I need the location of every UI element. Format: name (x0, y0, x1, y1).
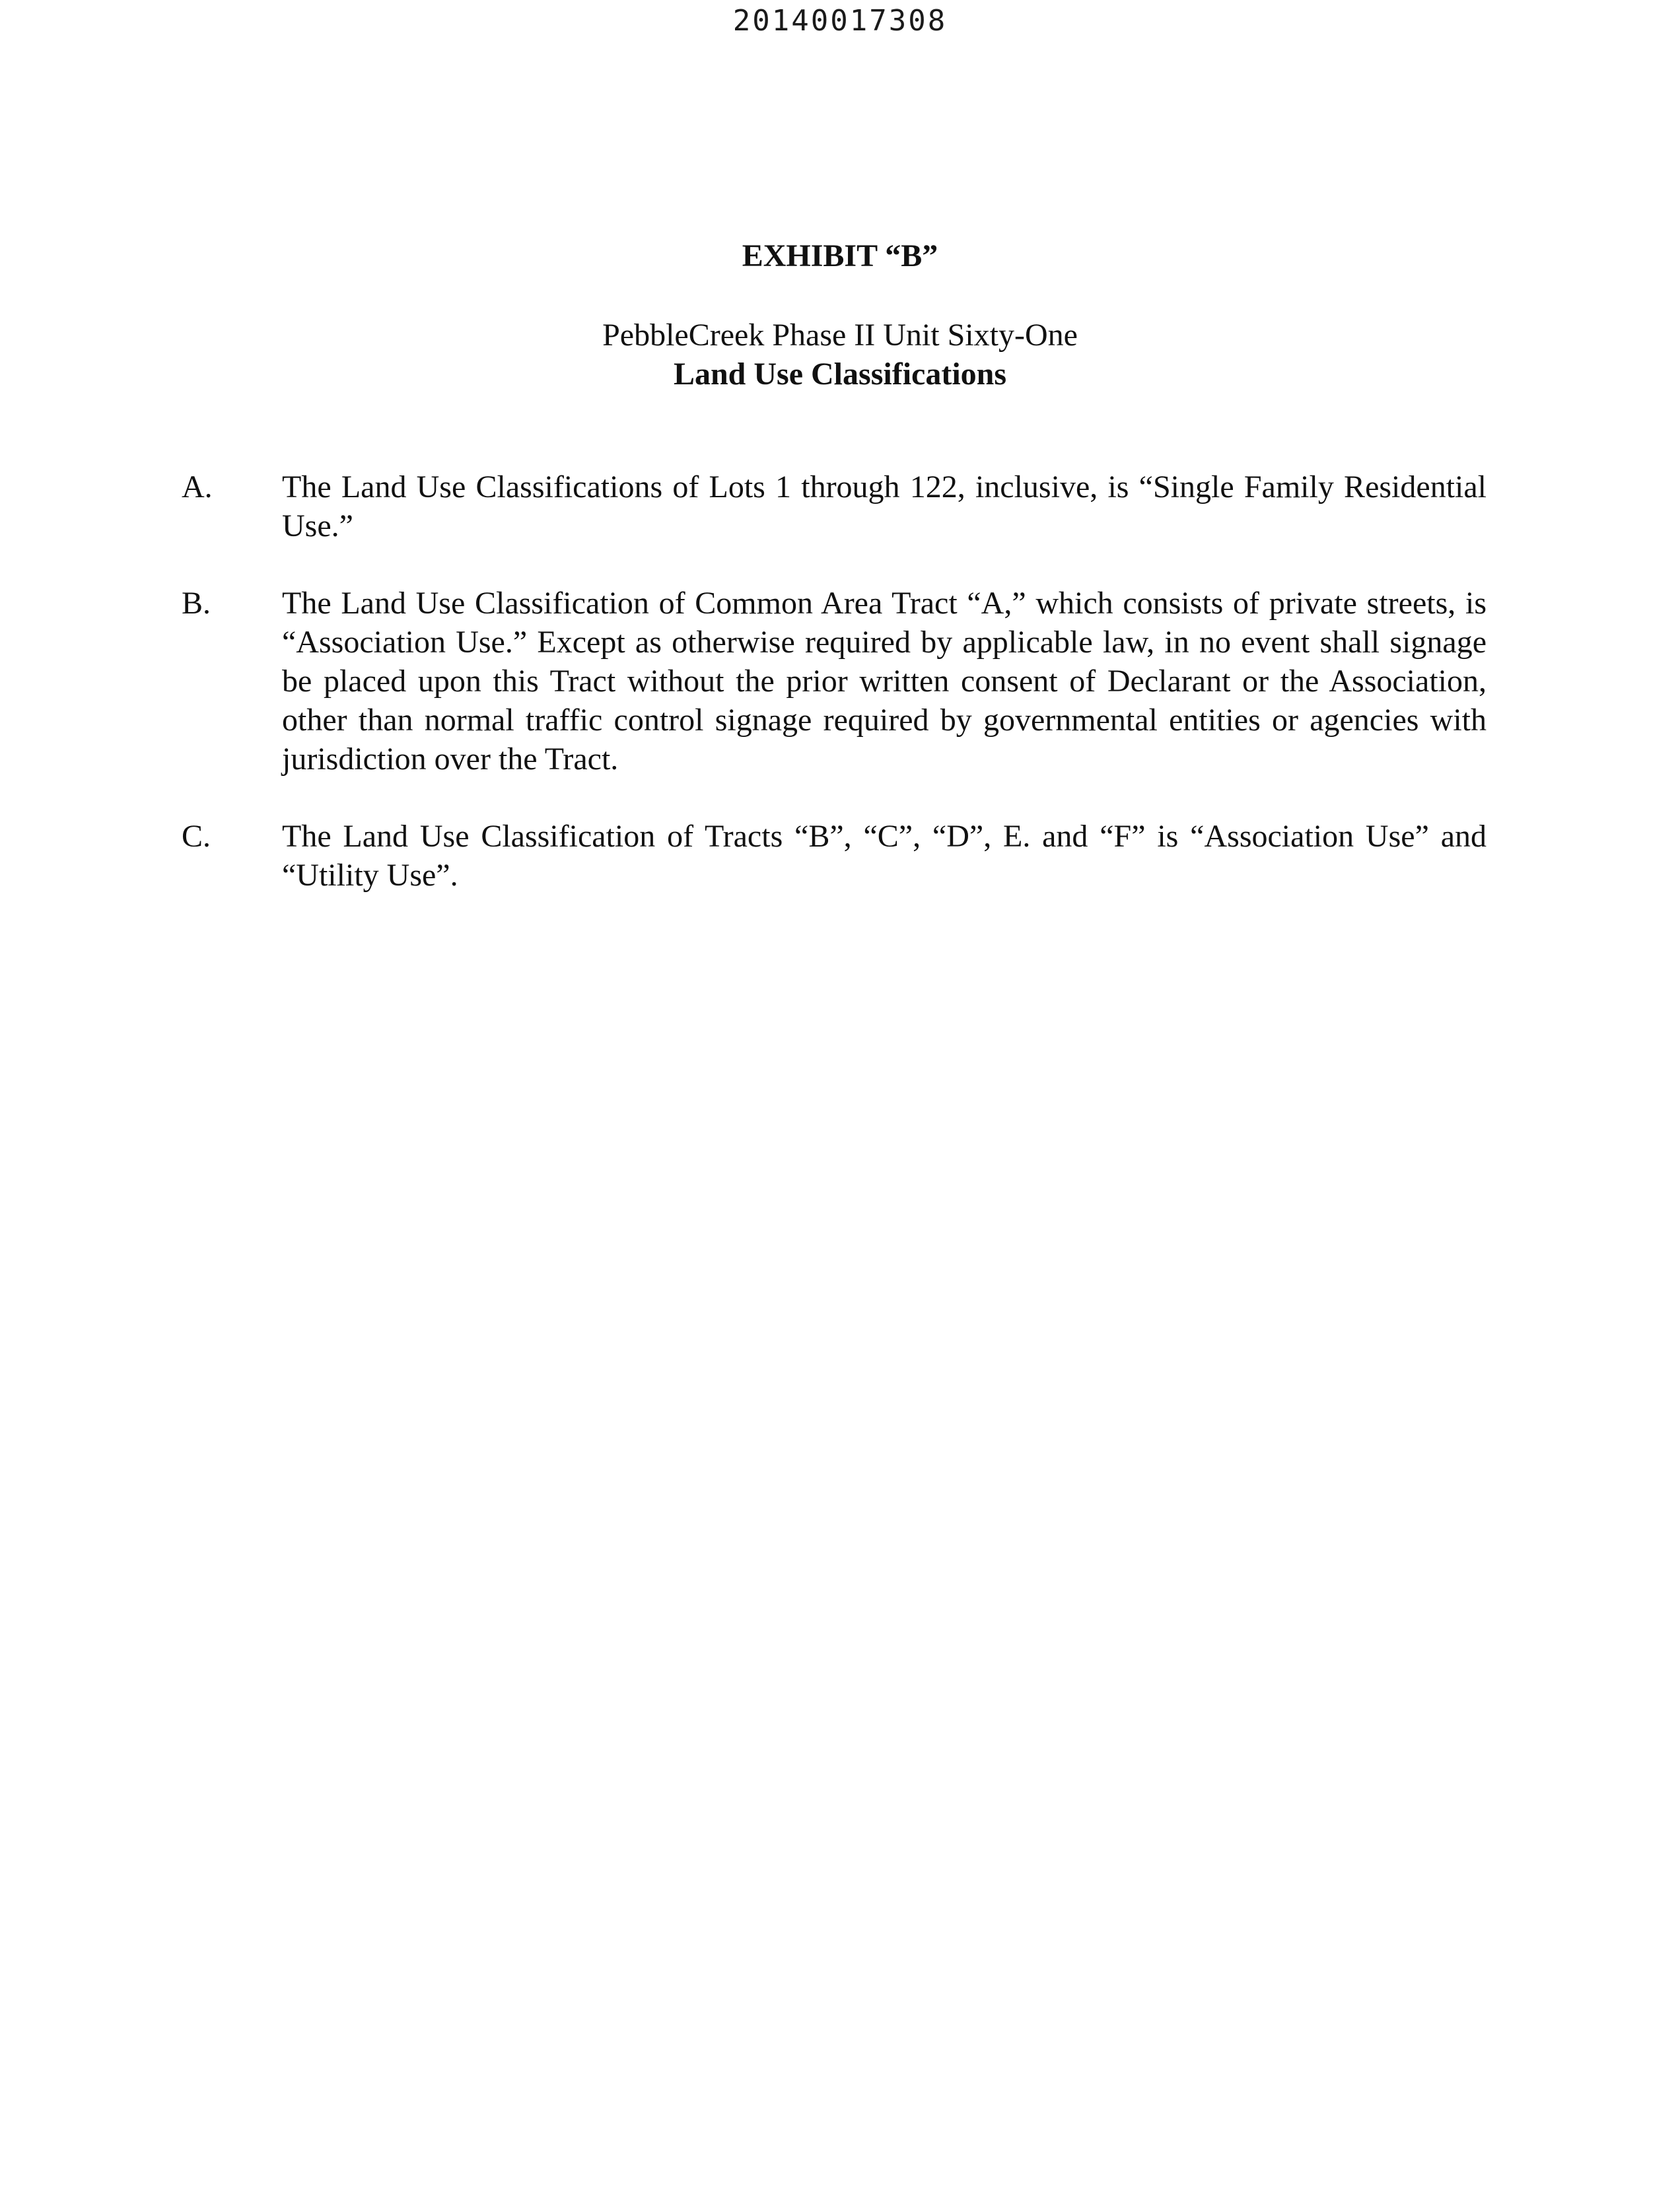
list-item-c (182, 817, 1487, 895)
item-text: The Land Use Classification of Tracts “B”, “C”, “D”, E. and “F” is “Association Use” and “Utility Use”. (282, 819, 1487, 893)
item-letter: B. (182, 586, 211, 621)
section-title: Land Use Classifications (673, 357, 1007, 392)
list-item-b (182, 584, 1487, 779)
item-text: The Land Use Classification of Common Area Tract “A,” which consists of private streets, is “Association Use.” Except as otherwise required by applicable law, in no event shall signage be placed upon this Tract without the prior written consent of Declarant or the Association, other than normal traffic control signage required by governmental entities or agencies with jurisdiction over the Tract. (282, 586, 1487, 777)
item-letter: C. (182, 819, 211, 854)
document-number: 20140017308 (732, 4, 948, 38)
document-header (0, 236, 1680, 394)
list-item-a (182, 468, 1487, 545)
classification-list (182, 468, 1487, 933)
document-subtitle: PebbleCreek Phase II Unit Sixty-One (602, 318, 1078, 353)
exhibit-title: EXHIBIT “B” (742, 238, 938, 273)
item-text: The Land Use Classifications of Lots 1 through 122, inclusive, is “Single Family Residential Use.” (282, 469, 1487, 543)
item-letter: A. (182, 469, 213, 504)
